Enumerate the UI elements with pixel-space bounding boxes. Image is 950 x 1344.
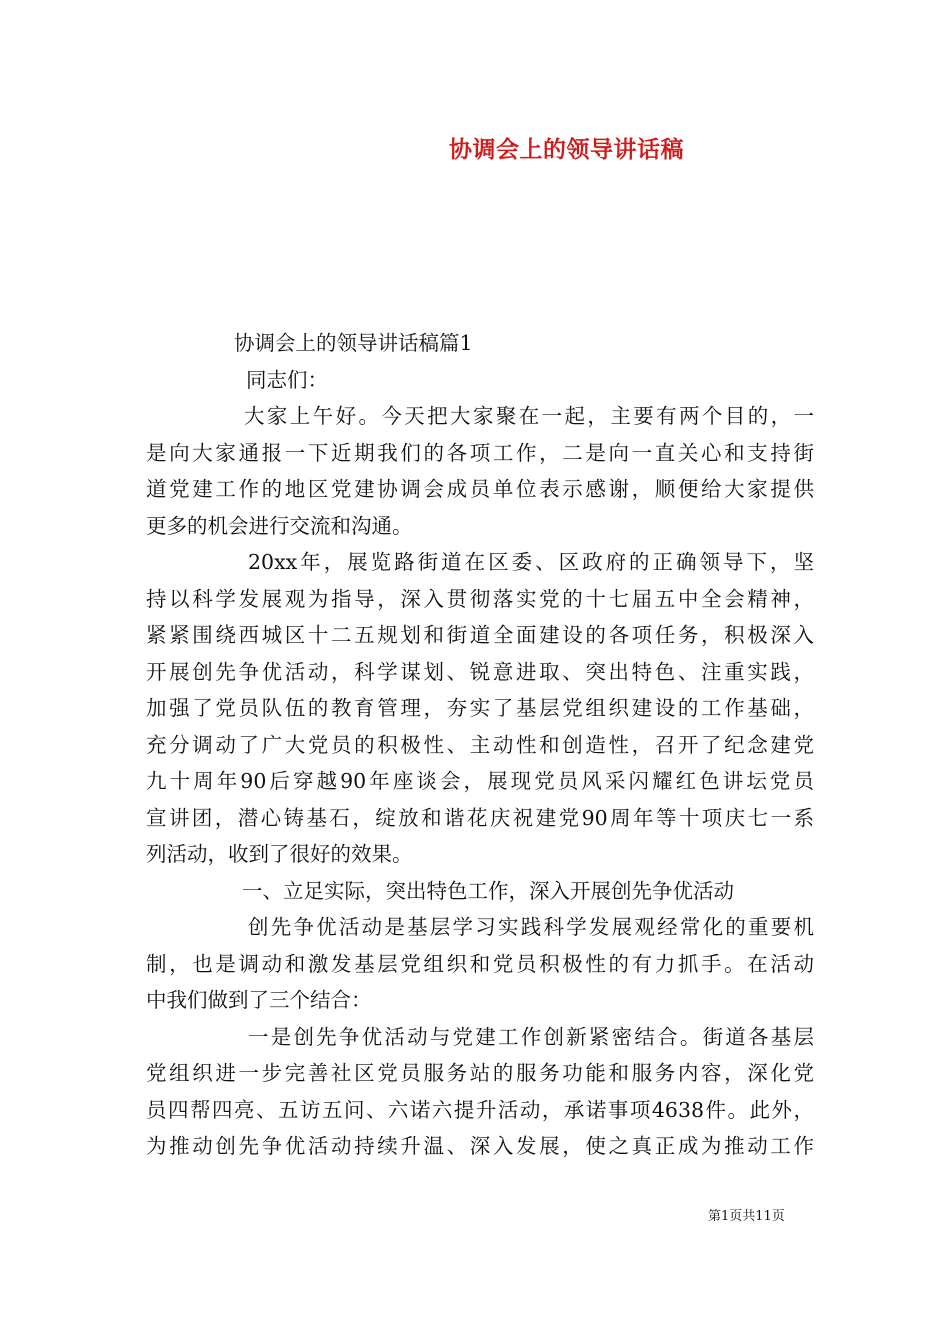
paragraph-line: 更多的机会进行交流和沟通。 (146, 513, 413, 538)
paragraph-line: 加强了党员队伍的教育管理，夯实了基层党组织建设的工作基础， (146, 696, 814, 720)
paragraph-line: 为推动创先争优活动持续升温、深入发展，使之真正成为推动工作 (146, 1134, 814, 1158)
page-title: 协调会上的领导讲话稿 (449, 136, 684, 163)
paragraph-line: 一是创先争优活动与党建工作创新紧密结合。街道各基层 (248, 1024, 814, 1049)
paragraph-line: 制，也是调动和激发基层党组织和党员积极性的有力抓手。在活动 (146, 951, 814, 976)
section-title: 协调会上的领导讲话稿篇1 (234, 331, 473, 355)
document-body (146, 325, 814, 1165)
paragraph-line: 员四帮四亮、五访五问、六诺六提升活动，承诺事项4638件。此外， (146, 1097, 814, 1122)
paragraph-2 (146, 544, 814, 873)
page-number-footer: 第1页共11页 (708, 1209, 785, 1224)
paragraph-line: 开展创先争优活动，科学谋划、锐意进取、突出特色、注重实践， (146, 659, 814, 684)
paragraph-line: 列活动，收到了很好的效果。 (146, 842, 413, 866)
greeting: 同志们： (246, 367, 328, 392)
paragraph-line: 是向大家通报一下近期我们的各项工作，二是向一直关心和支持街 (146, 440, 814, 465)
paragraph-line: 道党建工作的地区党建协调会成员单位表示感谢，顺便给大家提供 (146, 477, 814, 501)
paragraph-line: 创先争优活动是基层学习实践科学发展观经常化的重要机 (248, 915, 814, 939)
paragraph-line: 紧紧围绕西城区十二五规划和街道全面建设的各项任务，积极深入 (146, 623, 814, 647)
paragraph-4 (146, 1019, 814, 1165)
paragraph-line: 大家上午好。今天把大家聚在一起，主要有两个目的，一 (244, 404, 814, 428)
paragraph-line: 九十周年90后穿越90年座谈会，展现党员风采闪耀红色讲坛党员 (146, 769, 814, 793)
paragraph-line: 持以科学发展观为指导，深入贯彻落实党的十七届五中全会精神， (146, 586, 814, 611)
paragraph-line: 宣讲团，潜心铸基石，绽放和谐花庆祝建党90周年等十项庆七一系 (146, 805, 814, 830)
paragraph-line: 充分调动了广大党员的积极性、主动性和创造性，召开了纪念建党 (146, 732, 814, 757)
paragraph-1 (146, 398, 814, 544)
paragraph-line: 20xx年，展览路街道在区委、区政府的正确领导下，坚 (248, 550, 814, 574)
paragraph-line: 中我们做到了三个结合： (146, 988, 372, 1012)
paragraph-3 (146, 909, 814, 1019)
paragraph-line: 党组织进一步完善社区党员服务站的服务功能和服务内容，深化党 (146, 1061, 814, 1085)
section-heading: 一、立足实际，突出特色工作，深入开展创先争优活动 (242, 878, 734, 903)
